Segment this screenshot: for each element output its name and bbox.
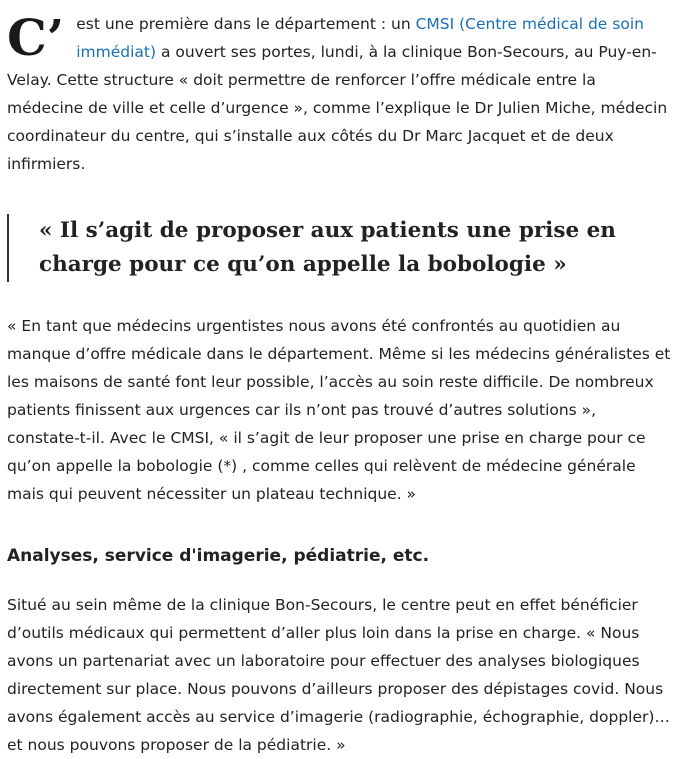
intro-text-after-link: a ouvert ses portes, lundi, à la clinique Bon-Secours, au Puy-en-Velay. Cette structure « doit permettre de renforcer l’offre médicale entre la médecine de ville et celle d’urgence », comme l’explique le Dr Julien Miche, médecin coordinateur du centre, qui s’installe aux côtés du Dr Marc Jacquet et de deux infirmiers.	[7, 43, 668, 173]
body-paragraph-3: Situé au sein même de la clinique Bon-Secours, le centre peut en effet bénéficier d’outils médicaux qui permettent d’aller plus loin dans la prise en charge. « Nous avons un partenariat avec un laboratoire pour effectuer des analyses biologiques directement sur place. Nous pouvons d’ailleurs proposer des dépistages covid. Nous avons également accès au service d’imagerie (radiographie, échographie, doppler)… et nous pouvons proposer de la pédiatrie. »	[7, 596, 670, 754]
intro-paragraph	[0, 0, 695, 178]
section-subheading: Analyses, service d'imagerie, pédiatrie, etc.	[7, 546, 430, 566]
body-paragraph-2: « En tant que médecins urgentistes nous avons été confrontés au quotidien au manque d’offre médicale dans le département. Même si les médecins généralistes et les maisons de santé font leur possible, l’accès au soin reste difficile. De nombreux patients finissent aux urgences car ils n’ont pas trouvé d’autres solutions », constate-t-il. Avec le CMSI, « il s’agit de leur proposer une prise en charge pour ce qu’on appelle la bobologie (*) , comme celles qui relèvent de médecine générale mais qui peuvent nécessiter un plateau technique. »	[7, 317, 671, 503]
cmsi-link[interactable]: CMSI (Centre médical de soin immédiat)	[76, 15, 644, 61]
pull-quote: « Il s’agit de proposer aux patients une prise en charge pour ce qu’on appelle la bobologie »	[7, 214, 695, 282]
drop-cap: C’	[7, 8, 65, 67]
intro-text-before-link: est une première dans le département : un	[76, 15, 416, 33]
